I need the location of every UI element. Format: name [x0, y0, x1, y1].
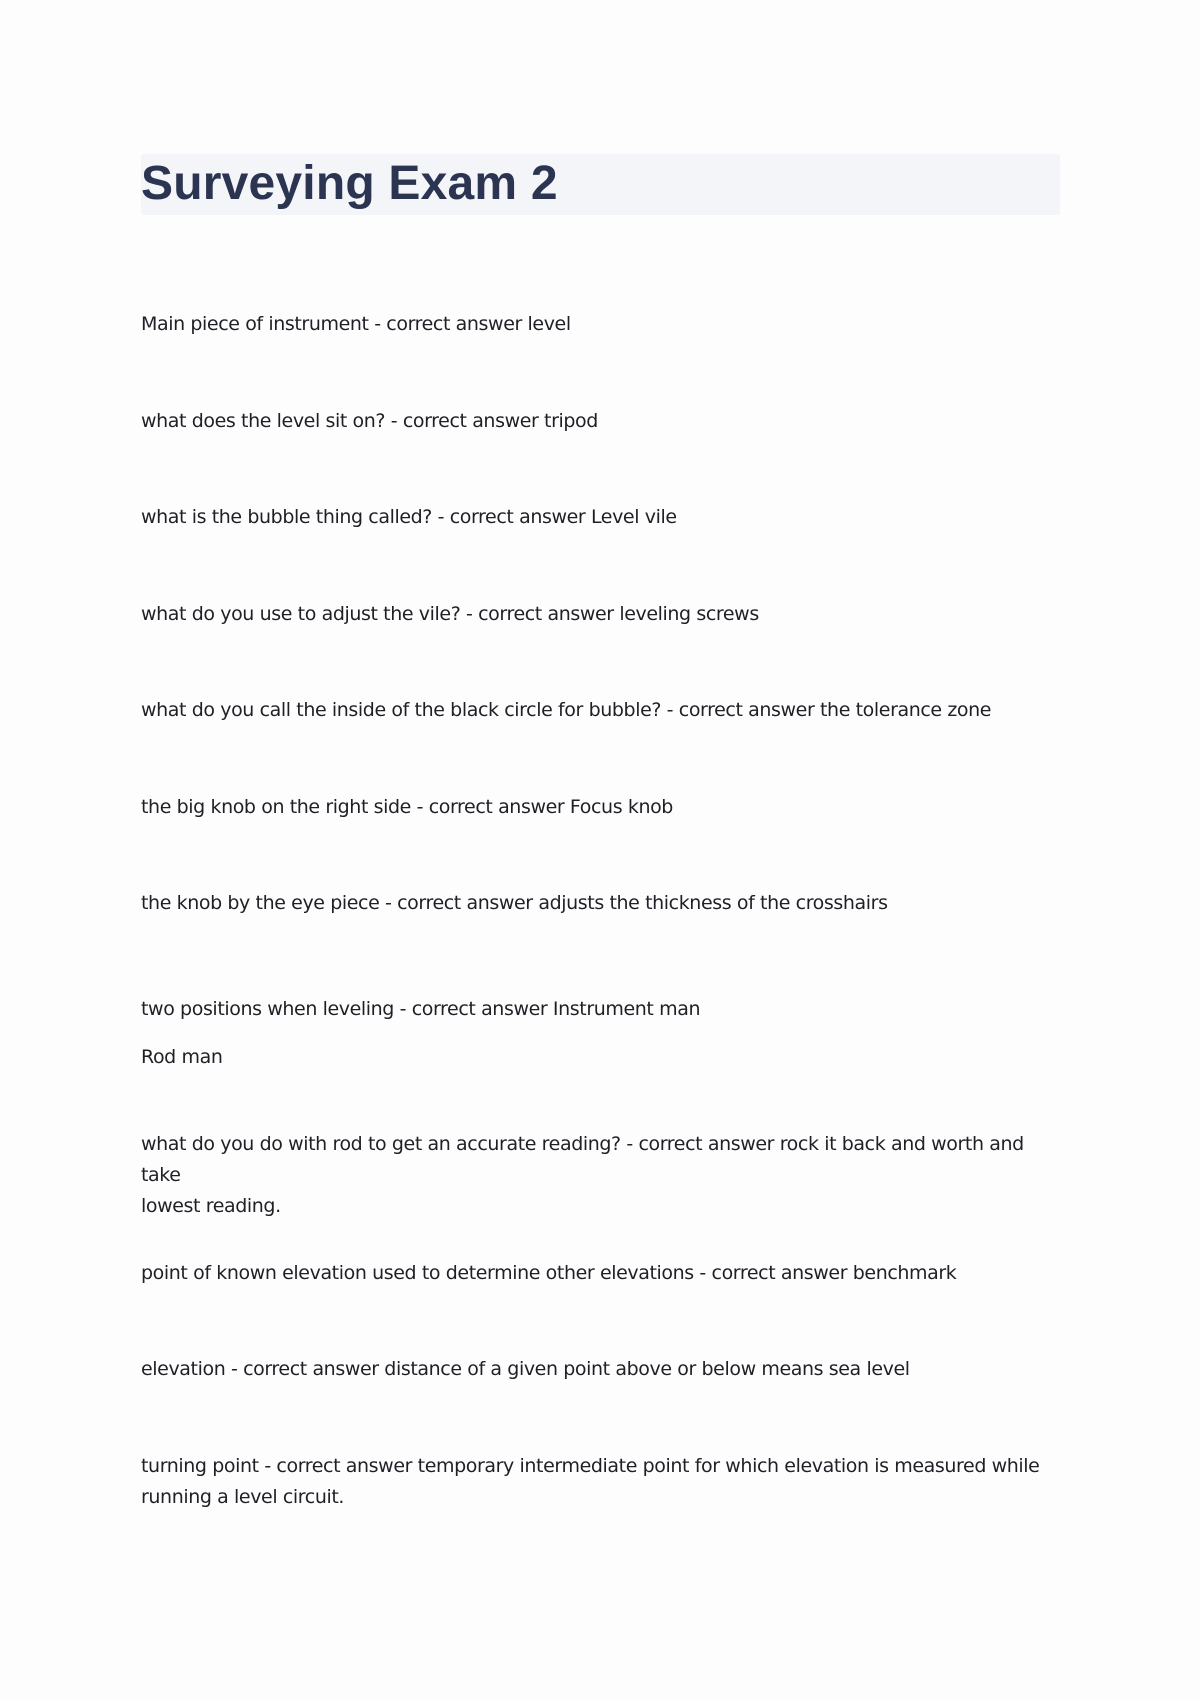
qa-item: the big knob on the right side - correct answer Focus knob	[141, 796, 673, 818]
qa-item: turning point - correct answer temporary intermediate point for which elevation is measured while running a level circuit.	[141, 1455, 1040, 1508]
qa-item: what does the level sit on? - correct answer tripod	[141, 410, 598, 432]
qa-item: what do you do with rod to get an accurate reading? - correct answer rock it back and worth and take lowest reading.	[141, 1133, 1024, 1217]
qa-item: the knob by the eye piece - correct answer adjusts the thickness of the crosshairs	[141, 892, 888, 914]
qa-item: what do you use to adjust the vile? - correct answer leveling screws	[141, 603, 759, 625]
qa-item: what do you call the inside of the black circle for bubble? - correct answer the tolerance zone	[141, 699, 992, 721]
qa-item: what is the bubble thing called? - correct answer Level vile	[141, 506, 677, 528]
qa-item: point of known elevation used to determine other elevations - correct answer benchmark	[141, 1262, 957, 1284]
qa-item: Main piece of instrument - correct answer level	[141, 313, 571, 335]
page-title: Surveying Exam 2	[141, 157, 558, 210]
qa-item: two positions when leveling - correct answer Instrument man Rod man	[141, 998, 701, 1068]
qa-item: elevation - correct answer distance of a given point above or below means sea level	[141, 1358, 910, 1380]
